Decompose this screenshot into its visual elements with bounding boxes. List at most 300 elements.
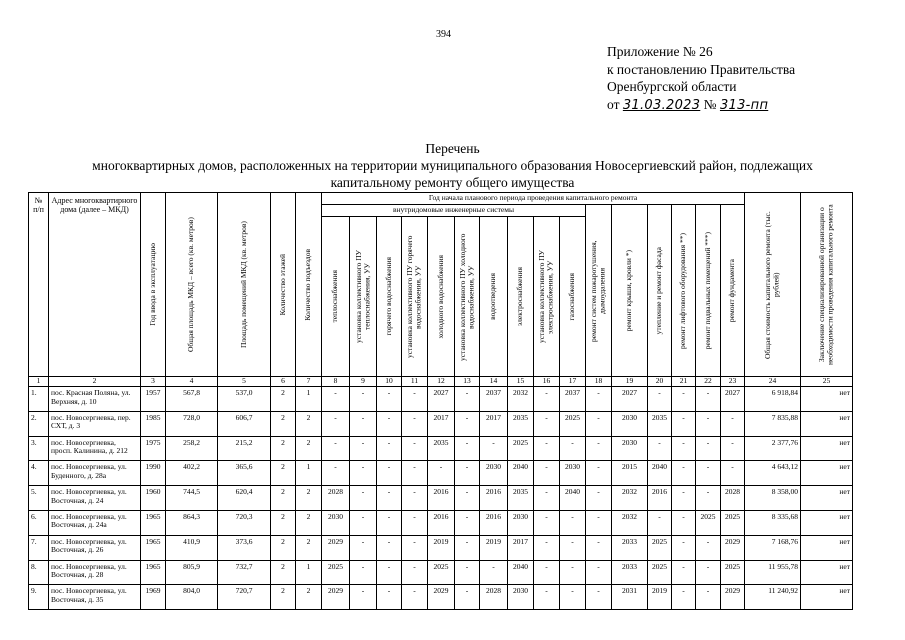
column-number: 10 [377, 377, 402, 387]
header-entrances: Количество подъездов [303, 248, 313, 321]
row-address: пос. Новосергиевка, ул. Восточная, д. 24а [49, 510, 141, 535]
title-line-2: многоквартирных домов, расположенных на территории муниципального образования Новосергиевский район, подлежащих [92, 158, 813, 173]
table-cell: - [350, 510, 377, 535]
header-foundation: ремонт фундамента [727, 258, 737, 323]
column-number: 14 [480, 377, 508, 387]
table-cell: 2 [296, 585, 322, 610]
table-cell: 728,0 [166, 411, 218, 436]
table-cell: - [350, 560, 377, 585]
table-cell: - [534, 387, 560, 412]
column-number: 4 [166, 377, 218, 387]
table-cell: - [350, 486, 377, 511]
table-cell: - [586, 436, 612, 461]
table-cell: 2028 [721, 486, 745, 511]
table-cell: - [377, 411, 402, 436]
table-cell: 2016 [480, 510, 508, 535]
table-cell: 2 [296, 436, 322, 461]
buildings-table [28, 192, 853, 610]
appendix-line-3: Оренбургской области [607, 79, 737, 94]
number-prefix: № [700, 96, 720, 112]
row-number: 3. [29, 436, 49, 461]
row-conclusion: нет [801, 436, 853, 461]
title-line-1: Перечень [425, 141, 480, 156]
table-cell: 606,7 [218, 411, 271, 436]
table-cell: - [586, 510, 612, 535]
table-cell: - [534, 510, 560, 535]
table-cell: 2035 [428, 436, 455, 461]
table-cell: - [672, 486, 696, 511]
table-cell: - [534, 461, 560, 486]
table-cell: 1965 [141, 510, 166, 535]
header-fire: ремонт систем пожаротушения, дымоудаления [589, 239, 607, 342]
table-cell: - [586, 461, 612, 486]
header-floors: Количество этажей [277, 253, 287, 316]
row-total-cost: 8 335,68 [745, 510, 801, 535]
table-cell: - [696, 461, 721, 486]
table-cell: - [672, 585, 696, 610]
table-cell: 2016 [428, 486, 455, 511]
table-cell: 2037 [560, 387, 586, 412]
table-cell: 720,7 [218, 585, 271, 610]
column-number: 5 [218, 377, 271, 387]
table-cell: 804,0 [166, 585, 218, 610]
row-total-cost: 2 377,76 [745, 436, 801, 461]
table-cell: 258,2 [166, 436, 218, 461]
table-cell: 1990 [141, 461, 166, 486]
column-number: 16 [534, 377, 560, 387]
table-cell: 2 [271, 560, 296, 585]
header-roof: ремонт крыши, кровли *) [624, 249, 634, 332]
table-cell: - [696, 585, 721, 610]
table-cell: - [377, 510, 402, 535]
table-cell: - [402, 585, 428, 610]
table-cell: 2037 [480, 387, 508, 412]
table-cell: 1 [296, 461, 322, 486]
table-cell: 2 [271, 585, 296, 610]
table-cell: - [455, 486, 480, 511]
header-address: Адрес многоквартирного дома (далее – МКД) [49, 193, 141, 377]
row-number: 6. [29, 510, 49, 535]
row-number: 8. [29, 560, 49, 585]
row-address: пос. Новосергиевка, просп. Калинина, д. 212 [49, 436, 141, 461]
table-cell: - [586, 387, 612, 412]
table-cell: 1957 [141, 387, 166, 412]
table-cell: 2025 [696, 510, 721, 535]
table-cell: 2040 [508, 560, 534, 585]
table-cell: - [534, 560, 560, 585]
table-cell: 2027 [612, 387, 648, 412]
column-number: 22 [696, 377, 721, 387]
table-cell: 2025 [721, 560, 745, 585]
table-cell: 2028 [480, 585, 508, 610]
table-row [29, 411, 853, 436]
table-cell: - [402, 560, 428, 585]
table-row [29, 486, 853, 511]
table-cell: - [696, 486, 721, 511]
table-cell: - [586, 486, 612, 511]
column-number: 12 [428, 377, 455, 387]
table-cell: 1 [296, 387, 322, 412]
table-cell: 2019 [428, 535, 455, 560]
table-cell: - [672, 510, 696, 535]
table-cell: - [350, 436, 377, 461]
table-cell: 2030 [612, 411, 648, 436]
table-cell: 537,0 [218, 387, 271, 412]
table-cell: - [402, 436, 428, 461]
table-cell: - [455, 585, 480, 610]
table-cell: - [377, 560, 402, 585]
column-number: 19 [612, 377, 648, 387]
table-cell: 1969 [141, 585, 166, 610]
header-total-cost: Общая стоимость капитального ремонта (тыс. рублей) [763, 210, 781, 359]
table-cell: 2030 [560, 461, 586, 486]
appendix-header [607, 43, 795, 114]
table-cell: - [648, 436, 672, 461]
header-electricity: электроснабжения [515, 267, 525, 326]
row-number: 1. [29, 387, 49, 412]
header-premises-area: Площадь помещений МКД (кв. метров) [238, 221, 248, 348]
row-conclusion: нет [801, 461, 853, 486]
table-cell: 2040 [508, 461, 534, 486]
column-number: 15 [508, 377, 534, 387]
row-address: пос. Красная Поляна, ул. Верхняя, д. 10 [49, 387, 141, 412]
column-number: 6 [271, 377, 296, 387]
table-cell: - [455, 387, 480, 412]
table-cell: 2025 [560, 411, 586, 436]
header-sewerage: водоотведения [488, 273, 498, 320]
table-cell: - [480, 560, 508, 585]
table-cell: - [455, 535, 480, 560]
column-number: 8 [322, 377, 350, 387]
table-cell: 2040 [560, 486, 586, 511]
table-cell: - [377, 535, 402, 560]
row-total-cost: 11 240,92 [745, 585, 801, 610]
row-number: 5. [29, 486, 49, 511]
table-cell: - [672, 560, 696, 585]
header-elevator: ремонт лифтового оборудования **) [678, 232, 688, 349]
table-row [29, 585, 853, 610]
table-cell: - [721, 461, 745, 486]
row-number: 7. [29, 535, 49, 560]
table-cell: 2032 [508, 387, 534, 412]
table-cell: 2016 [648, 486, 672, 511]
header-heat-meter: установка коллективного ПУ теплоснабжения, УУ [353, 250, 371, 343]
row-address: пос. Новосергиевка, ул. Буденного, д. 28а [49, 461, 141, 486]
header-conclusion: Заключение специализированной организации о необходимости проведения капитального ремонта [817, 204, 835, 365]
table-cell: 805,9 [166, 560, 218, 585]
table-cell: 2017 [428, 411, 455, 436]
column-numbers-row [29, 377, 853, 387]
table-cell: 2040 [648, 461, 672, 486]
header-year: Год ввода в эксплуатацию [147, 243, 157, 326]
table-cell: - [350, 461, 377, 486]
row-total-cost: 11 955,78 [745, 560, 801, 585]
table-cell: - [586, 560, 612, 585]
column-number: 24 [745, 377, 801, 387]
table-cell: - [455, 510, 480, 535]
table-cell: 1965 [141, 560, 166, 585]
table-cell: - [402, 411, 428, 436]
table-cell: 2 [271, 461, 296, 486]
table-cell: 2016 [480, 486, 508, 511]
table-cell: - [648, 387, 672, 412]
table-cell: - [696, 560, 721, 585]
handwritten-number: 313-пп [719, 97, 769, 113]
table-cell: 2033 [612, 560, 648, 585]
header-heating: теплоснабжения [330, 270, 340, 323]
header-period-group: Год начала планового периода проведения капитального ремонта [322, 193, 745, 205]
table-cell: 2025 [322, 560, 350, 585]
table-cell: - [560, 535, 586, 560]
table-cell: - [586, 535, 612, 560]
header-facade: утепление и ремонт фасада [654, 246, 664, 335]
table-cell: 720,3 [218, 510, 271, 535]
table-cell: 2035 [508, 486, 534, 511]
table-cell: - [350, 585, 377, 610]
header-systems-group: внутридомовые инженерные системы [322, 205, 586, 217]
table-row [29, 535, 853, 560]
column-number: 25 [801, 377, 853, 387]
table-cell: 2035 [508, 411, 534, 436]
table-cell: - [696, 387, 721, 412]
table-cell: 1985 [141, 411, 166, 436]
table-cell: 2017 [508, 535, 534, 560]
row-address: пос. Новосергиевка, ул. Восточная, д. 35 [49, 585, 141, 610]
table-cell: - [402, 510, 428, 535]
appendix-line-1: Приложение № 26 [607, 44, 713, 59]
row-conclusion: нет [801, 585, 853, 610]
row-total-cost: 4 643,12 [745, 461, 801, 486]
table-cell: 2032 [612, 486, 648, 511]
table-cell: - [696, 535, 721, 560]
table-cell: 2 [271, 535, 296, 560]
table-cell: - [402, 387, 428, 412]
table-row [29, 560, 853, 585]
table-cell: 2032 [612, 510, 648, 535]
column-number: 17 [560, 377, 586, 387]
column-number: 23 [721, 377, 745, 387]
table-cell: 2029 [428, 585, 455, 610]
table-cell: - [402, 535, 428, 560]
table-cell: - [322, 387, 350, 412]
table-cell: - [721, 411, 745, 436]
table-cell: - [377, 486, 402, 511]
table-cell: - [560, 560, 586, 585]
table-cell: - [455, 411, 480, 436]
table-cell: 215,2 [218, 436, 271, 461]
table-cell: - [377, 585, 402, 610]
table-cell: - [377, 387, 402, 412]
table-cell: - [534, 411, 560, 436]
row-address: пос. Новосергиевка, ул. Восточная, д. 26 [49, 535, 141, 560]
page-number: 394 [436, 29, 451, 40]
row-number: 2. [29, 411, 49, 436]
table-cell: 1975 [141, 436, 166, 461]
table-cell: 2030 [322, 510, 350, 535]
table-cell: - [586, 585, 612, 610]
table-cell: - [586, 411, 612, 436]
table-cell: - [377, 436, 402, 461]
table-body [29, 387, 853, 610]
table-cell: - [455, 560, 480, 585]
table-row [29, 436, 853, 461]
table-cell: 2 [271, 436, 296, 461]
table-cell: - [560, 585, 586, 610]
column-number: 18 [586, 377, 612, 387]
table-cell: 732,7 [218, 560, 271, 585]
table-cell: 2025 [648, 535, 672, 560]
table-cell: 2029 [322, 585, 350, 610]
table-cell: - [696, 411, 721, 436]
column-number: 1 [29, 377, 49, 387]
table-row [29, 461, 853, 486]
header-hot-water: горячего водоснабжения [383, 257, 393, 336]
table-cell: 2035 [648, 411, 672, 436]
table-cell: - [648, 510, 672, 535]
table-cell: - [377, 461, 402, 486]
table-cell: 2 [296, 510, 322, 535]
row-conclusion: нет [801, 535, 853, 560]
row-total-cost: 6 918,84 [745, 387, 801, 412]
table-cell: - [560, 436, 586, 461]
date-prefix: от [607, 96, 623, 112]
row-conclusion: нет [801, 560, 853, 585]
row-total-cost: 7 168,76 [745, 535, 801, 560]
table-row [29, 510, 853, 535]
table-cell: 744,5 [166, 486, 218, 511]
table-cell: - [455, 461, 480, 486]
table-cell: - [534, 535, 560, 560]
row-number: 9. [29, 585, 49, 610]
table-cell: - [322, 436, 350, 461]
table-cell: 373,6 [218, 535, 271, 560]
row-total-cost: 8 358,00 [745, 486, 801, 511]
table-cell: 1 [296, 560, 322, 585]
header-gas: газоснабжения [567, 272, 577, 321]
table-cell: 1965 [141, 535, 166, 560]
table-cell: - [534, 436, 560, 461]
column-number: 13 [455, 377, 480, 387]
table-cell: - [672, 436, 696, 461]
table-cell: 2030 [612, 436, 648, 461]
table-cell: - [322, 461, 350, 486]
table-cell: 402,2 [166, 461, 218, 486]
table-cell: 2016 [428, 510, 455, 535]
table-cell: 2029 [322, 535, 350, 560]
table-cell: 2033 [612, 535, 648, 560]
table-cell: - [428, 461, 455, 486]
table-cell: 2 [296, 486, 322, 511]
table-cell: 2028 [322, 486, 350, 511]
column-number: 11 [402, 377, 428, 387]
table-cell: 620,4 [218, 486, 271, 511]
table-cell: 2025 [721, 510, 745, 535]
column-number: 9 [350, 377, 377, 387]
table-cell: 864,3 [166, 510, 218, 535]
column-number: 7 [296, 377, 322, 387]
header-cold-water: холодного водоснабжения [435, 254, 445, 339]
table-cell: 2015 [612, 461, 648, 486]
header-num: № п/п [29, 193, 49, 377]
handwritten-date: 31.03.2023 [622, 97, 701, 113]
table-cell: 410,9 [166, 535, 218, 560]
table-cell: 2 [271, 411, 296, 436]
table-cell: 2017 [480, 411, 508, 436]
table-row [29, 387, 853, 412]
table-cell: 2030 [480, 461, 508, 486]
table-cell: 1960 [141, 486, 166, 511]
table-cell: 2019 [480, 535, 508, 560]
row-conclusion: нет [801, 411, 853, 436]
table-cell: - [402, 486, 428, 511]
row-address: пос. Новосергиевка, ул. Восточная, д. 28 [49, 560, 141, 585]
table-cell: - [721, 436, 745, 461]
table-cell: - [534, 486, 560, 511]
table-cell: - [534, 585, 560, 610]
table-cell: - [350, 387, 377, 412]
table-cell: - [672, 411, 696, 436]
table-cell: 2027 [428, 387, 455, 412]
column-number: 21 [672, 377, 696, 387]
header-total-area: Общая площадь МКД – всего (кв. метров) [186, 217, 196, 352]
table-cell: - [696, 436, 721, 461]
column-number: 2 [49, 377, 141, 387]
header-cold-water-meter: установка коллективного ПУ холодного водоснабжения, УУ [457, 232, 475, 361]
table-cell: - [350, 411, 377, 436]
table-cell: 2029 [721, 535, 745, 560]
row-conclusion: нет [801, 486, 853, 511]
column-number: 3 [141, 377, 166, 387]
header-electricity-meter: установка коллективного ПУ электроснабжения, УУ [537, 250, 555, 343]
table-cell: - [672, 535, 696, 560]
table-cell: 2025 [508, 436, 534, 461]
appendix-date-line [607, 96, 795, 115]
table-cell: 2 [296, 411, 322, 436]
table-cell: - [672, 387, 696, 412]
table-cell: - [322, 411, 350, 436]
table-cell: - [402, 461, 428, 486]
table-cell: 365,6 [218, 461, 271, 486]
table-cell: 567,8 [166, 387, 218, 412]
table-cell: - [350, 535, 377, 560]
table-cell: 2029 [721, 585, 745, 610]
table-cell: 2025 [648, 560, 672, 585]
table-cell: 2030 [508, 510, 534, 535]
table-cell: 2 [271, 510, 296, 535]
title-line-3: капитальному ремонту общего имущества [330, 175, 575, 190]
table-cell: 2019 [648, 585, 672, 610]
table-cell: - [560, 510, 586, 535]
table-cell: - [455, 436, 480, 461]
row-conclusion: нет [801, 387, 853, 412]
header-basement: ремонт подвальных помещений ***) [702, 231, 712, 350]
column-number: 20 [648, 377, 672, 387]
table-cell: 2 [271, 486, 296, 511]
table-cell: 2031 [612, 585, 648, 610]
table-cell: 2 [271, 387, 296, 412]
document-title [0, 140, 905, 191]
row-address: пос. Новосергиевка, пер. СХТ, д. 3 [49, 411, 141, 436]
table-cell: 2027 [721, 387, 745, 412]
row-address: пос. Новосергиевка, ул. Восточная, д. 24 [49, 486, 141, 511]
table-cell: - [672, 461, 696, 486]
appendix-line-2: к постановлению Правительства [607, 61, 796, 77]
table-cell: 2025 [428, 560, 455, 585]
header-hot-water-meter: установка коллективного ПУ горячего водоснабжения, УУ [405, 235, 423, 358]
table-cell: 2 [296, 535, 322, 560]
row-conclusion: нет [801, 510, 853, 535]
row-number: 4. [29, 461, 49, 486]
